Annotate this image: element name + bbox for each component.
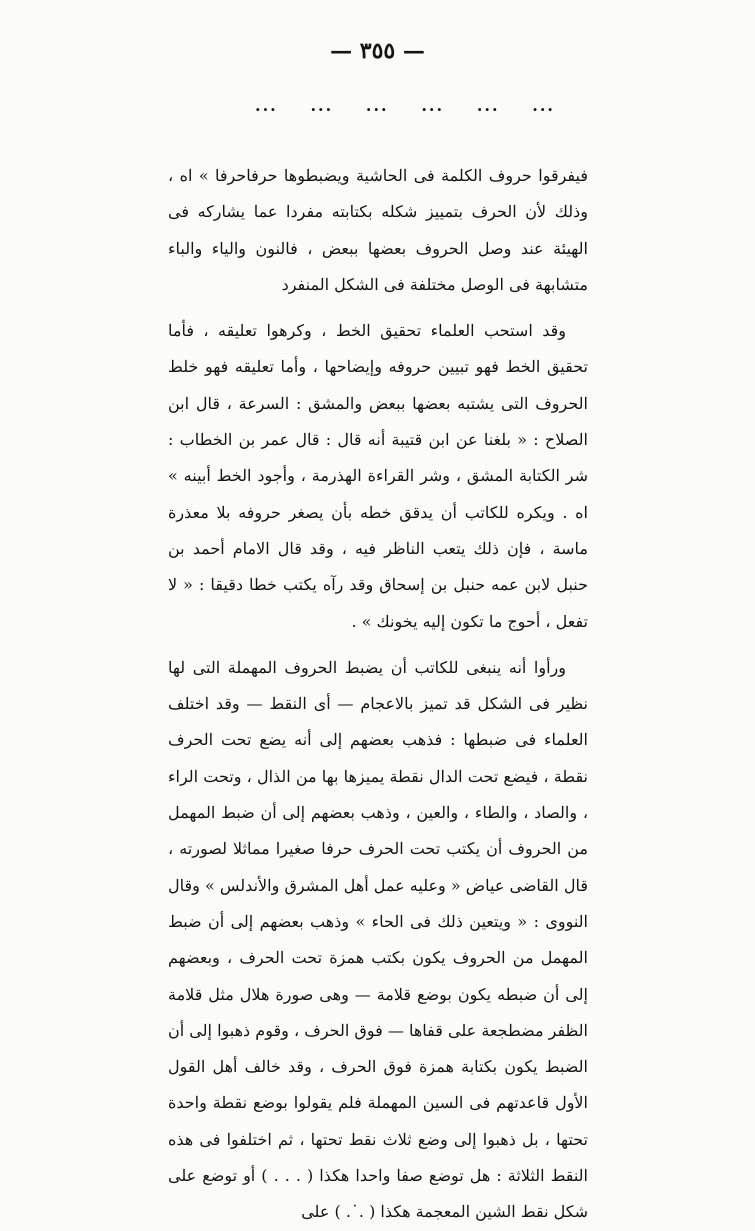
paragraph-script-clarity: وقد استحب العلماء تحقيق الخط ، وكرهوا تعليقه ، فأما تحقيق الخط فهو تبيين حروفه وإيضاحها ، وأما تعليقه فهو خلط الحروف التى يشتبه بعضها ببعض والمشق : السرعة ، قال ابن الصلاح : « بلغنا عن ابن قتيبة أنه قال : قال عمر بن الخطاب : شر الكتابة المشق ، وشر القراءة الهذرمة ، وأجود الخط أبينه » اه . ويكره للكاتب أن يدقق خطه بأن يصغر حروفه بلا معذرة ماسة ، فإن ذلك يتعب الناظر فيه ، وقد قال الامام أحمد بن حنبل لابن عمه حنبل بن إسحاق وقد رآه يكتب خطا دقيقا : « لا تفعل ، أحوج ما تكون إليه يخونك » . — [168, 321, 588, 631]
ellipsis-group: ... — [255, 96, 278, 115]
ellipsis-group: ... — [532, 96, 555, 115]
paragraph-dot-marking: ورأوا أنه ينبغى للكاتب أن يضبط الحروف المهملة التى لها نظير فى الشكل قد تميز بالاعجام — أى النقط — وقد اختلف العلماء فى ضبطها : فذهب بعضهم إلى أنه يضع تحت الحرف نقطة ، فيضع تحت الدال نقطة يميزها بها من الذال ، وتحت الراء ، والصاد ، والطاء ، والعين ، وذهب بعضهم إلى أن ضبط المهمل من الحروف أن يكتب تحت الحرف حرفا صغيرا مماثلا لصورته ، قال القاضى عياض « وعليه عمل أهل المشرق والأندلس » وقال النووى : « ويتعين ذلك فى الحاء » وذهب بعضهم إلى أن ضبط المهمل من الحروف يكون بكتب همزة تحت الحرف ، وبعضهم إلى أن ضبطه يكون بوضع قلامة — وهى صورة هلال مثل قلامة الظفر مضطجعة على قفاها — فوق الحرف ، وقوم ذهبوا إلى أن الضبط يكون بكتابة همزة فوق الحرف ، وقد خالف أهل القول الأول قاعدتهم فى السين المهملة فلم يقولوا بوضع نقطة واحدة تحتها ، بل ذهبوا إلى وضع ثلاث نقط تحتها ، ثم اختلفوا فى هذه النقط الثلاثة : هل توضع صفا واحدا هكذا ( . . . ) أو توضع على شكل نقط الشين المعجمة هكذا ( .˙. ) على — [168, 657, 588, 1222]
ellipsis-group: ... — [476, 96, 500, 115]
ellipsis-group: ... — [365, 96, 389, 115]
page-number: — ٣٥٥ — — [330, 38, 425, 64]
paragraph-letter-distinction: فيفرقوا حروف الكلمة فى الحاشية ويضبطوها حرفاحرفا » اه ، وذلك لأن الحرف بتمييز شكله بكتابته مفردا عما يشاركه فى الهيئة عند وصل الحروف بعضها ببعض ، فالنون والياء والباء متشابهة فى الوصل مختلفة فى الشكل المنفرد — [168, 166, 588, 294]
ellipsis-group: ... — [310, 96, 334, 115]
body-text — [168, 158, 588, 1231]
ellipsis-group: ... — [421, 96, 445, 115]
ellipsis-separator — [255, 96, 555, 115]
